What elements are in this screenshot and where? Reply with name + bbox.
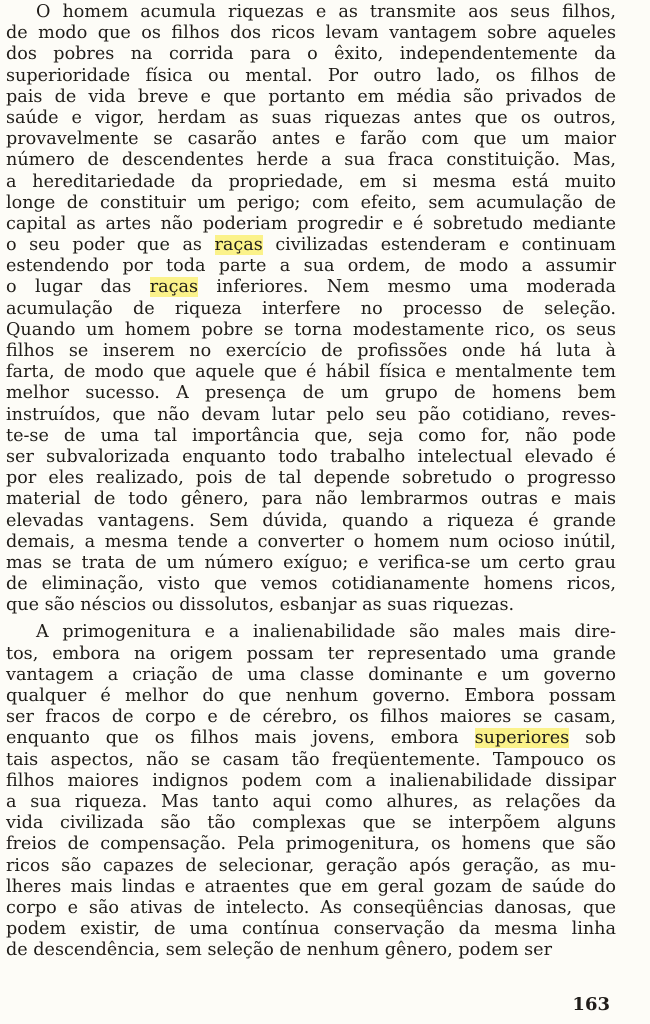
text-line	[6, 856, 616, 877]
text-segment: estendendo por toda parte a sua ordem, de modo a assumir	[6, 256, 616, 277]
text-segment: demais, a mesma tende a converter o homem num ocioso inútil,	[6, 531, 616, 552]
text-segment: o seu poder que as	[6, 235, 215, 256]
text-segment: número de descendentes herde a sua fraca constituição. Mas,	[6, 150, 616, 171]
text-line	[6, 214, 616, 235]
text-segment: de modo que os filhos dos ricos levam vantagem sobre aqueles	[6, 23, 616, 44]
text-segment: ricos são capazes de selecionar, geração após geração, as mu-	[6, 855, 616, 876]
text-line	[6, 665, 616, 686]
text-line	[6, 919, 616, 940]
text-segment: freios de compensação. Pela primogenitura, os homens que são	[6, 834, 616, 855]
text-segment: de eliminação, visto que vemos cotidianamente homens ricos,	[6, 574, 616, 595]
text-line	[6, 2, 616, 23]
text-segment: O homem acumula riquezas e as transmite aos seus filhos,	[36, 2, 616, 22]
text-segment: instruídos, que não devam lutar pelo seu pão cotidiano, reves-	[6, 404, 616, 425]
text-segment: a hereditariedade da propriedade, em si mesma está muito	[6, 171, 616, 192]
text-line	[6, 405, 616, 426]
text-line	[6, 553, 616, 574]
text-line	[6, 877, 616, 898]
text-line	[6, 707, 616, 728]
text-segment: tos, embora na origem possam ter representado uma grande	[6, 643, 616, 664]
text-segment: te-se de uma tal importância que, seja como for, não pode	[6, 425, 616, 446]
text-segment: a sua riqueza. Mas tanto aqui como alhures, as relações da	[6, 791, 616, 812]
text-segment: filhos maiores indignos podem com a inalienabilidade dissipar	[6, 770, 616, 791]
text-line	[6, 447, 616, 468]
text-line	[6, 108, 616, 129]
paragraph-2	[6, 622, 616, 961]
text-line	[6, 771, 616, 792]
text-line	[6, 792, 616, 813]
text-line	[6, 686, 616, 707]
text-line	[6, 66, 616, 87]
text-line	[6, 362, 616, 383]
text-line	[6, 87, 616, 108]
text-line	[6, 383, 616, 404]
text-segment: mas se trata de um número exíguo; e verifica-se um certo grau	[6, 552, 616, 573]
text-segment: o lugar das	[6, 277, 150, 298]
text-line	[6, 728, 616, 749]
text-segment: que são néscios ou dissolutos, esbanjar as suas riquezas.	[6, 595, 515, 616]
text-line	[6, 172, 616, 193]
text-line	[6, 489, 616, 510]
text-segment: material de todo gênero, para não lembrarmos outras e mais	[6, 489, 616, 510]
text-line	[6, 44, 616, 65]
text-line	[6, 644, 616, 665]
text-line	[6, 898, 616, 919]
text-segment: corpo e são ativas de intelecto. As conseqüências danosas, que	[6, 897, 616, 918]
text-segment: vida civilizada são tão complexas que se interpõem alguns	[6, 813, 616, 834]
text-line	[6, 595, 616, 616]
text-line	[6, 256, 616, 277]
text-segment: pais de vida breve e que portanto em média são privados de	[6, 86, 616, 107]
highlighted-word: raças	[214, 235, 263, 256]
text-line	[6, 23, 616, 44]
text-line	[6, 468, 616, 489]
text-segment: filhos se inserem no exercício de profissões onde há luta à	[6, 341, 616, 361]
text-segment: podem existir, de uma contínua conservação da mesma linha	[6, 919, 616, 940]
text-segment: vantagem a criação de uma classe dominante e um governo	[6, 664, 616, 685]
text-line	[6, 277, 616, 298]
text-line	[6, 511, 616, 532]
highlighted-word: superiores	[474, 728, 570, 749]
text-line	[6, 750, 616, 771]
text-segment: enquanto que os filhos mais jovens, embora	[6, 728, 475, 749]
text-segment: de descendência, sem seleção de nenhum gênero, podem ser	[6, 940, 552, 961]
text-line	[6, 235, 616, 256]
text-line	[6, 940, 616, 961]
text-segment: qualquer é melhor do que nenhum governo. Embora possam	[6, 686, 616, 706]
text-segment: elevadas vantagens. Sem dúvida, quando a riqueza é grande	[6, 510, 616, 531]
text-segment: saúde e vigor, herdam as suas riquezas antes que os outros,	[6, 107, 616, 128]
text-line	[6, 129, 616, 150]
text-segment: inferiores. Nem mesmo uma moderada	[198, 277, 616, 298]
text-segment: ser subvalorizada enquanto todo trabalho intelectual elevado é	[6, 446, 616, 467]
text-segment: lheres mais lindas e atraentes que em geral gozam de saúde do	[6, 876, 616, 897]
text-segment: longe de constituir um perigo; com efeito, sem acumulação de	[6, 192, 616, 213]
text-line	[6, 426, 616, 447]
text-line	[6, 813, 616, 834]
text-segment: ser fracos de corpo e de cérebro, os filhos maiores se casam,	[6, 707, 616, 728]
text-segment: sob	[569, 728, 616, 749]
text-line	[6, 341, 616, 362]
text-line	[6, 532, 616, 553]
text-line	[6, 574, 616, 595]
text-segment: acumulação de riqueza interfere no processo de seleção.	[6, 298, 616, 319]
text-line	[6, 834, 616, 855]
text-segment: provavelmente se casarão antes e farão com que um maior	[6, 129, 616, 150]
paragraph-1	[6, 2, 616, 616]
text-segment: por eles realizado, pois de tal depende sobretudo o progresso	[6, 468, 616, 489]
text-segment: capital as artes não poderiam progredir e é sobretudo mediante	[6, 213, 616, 234]
text-segment: civilizadas estenderam e continuam	[262, 235, 616, 256]
text-segment: tais aspectos, não se casam tão freqüentemente. Tampouco os	[6, 749, 616, 770]
text-segment: farta, de modo que aquele que é hábil física e mentalmente tem	[6, 362, 616, 383]
text-segment: melhor sucesso. A presença de um grupo de homens bem	[6, 383, 616, 404]
page-number: 163	[572, 994, 610, 1015]
text-line	[6, 299, 616, 320]
text-line	[6, 320, 616, 341]
text-segment: dos pobres na corrida para o êxito, independentemente da	[6, 44, 616, 65]
text-line	[6, 150, 616, 171]
highlighted-word: raças	[149, 277, 198, 298]
text-column	[6, 2, 616, 961]
text-segment: Quando um homem pobre se torna modestamente rico, os seus	[6, 319, 616, 340]
text-segment: superioridade física ou mental. Por outro lado, os filhos de	[6, 65, 616, 86]
text-segment: A primogenitura e a inalienabilidade são males mais dire-	[36, 622, 616, 643]
text-line	[6, 193, 616, 214]
text-line	[6, 622, 616, 643]
